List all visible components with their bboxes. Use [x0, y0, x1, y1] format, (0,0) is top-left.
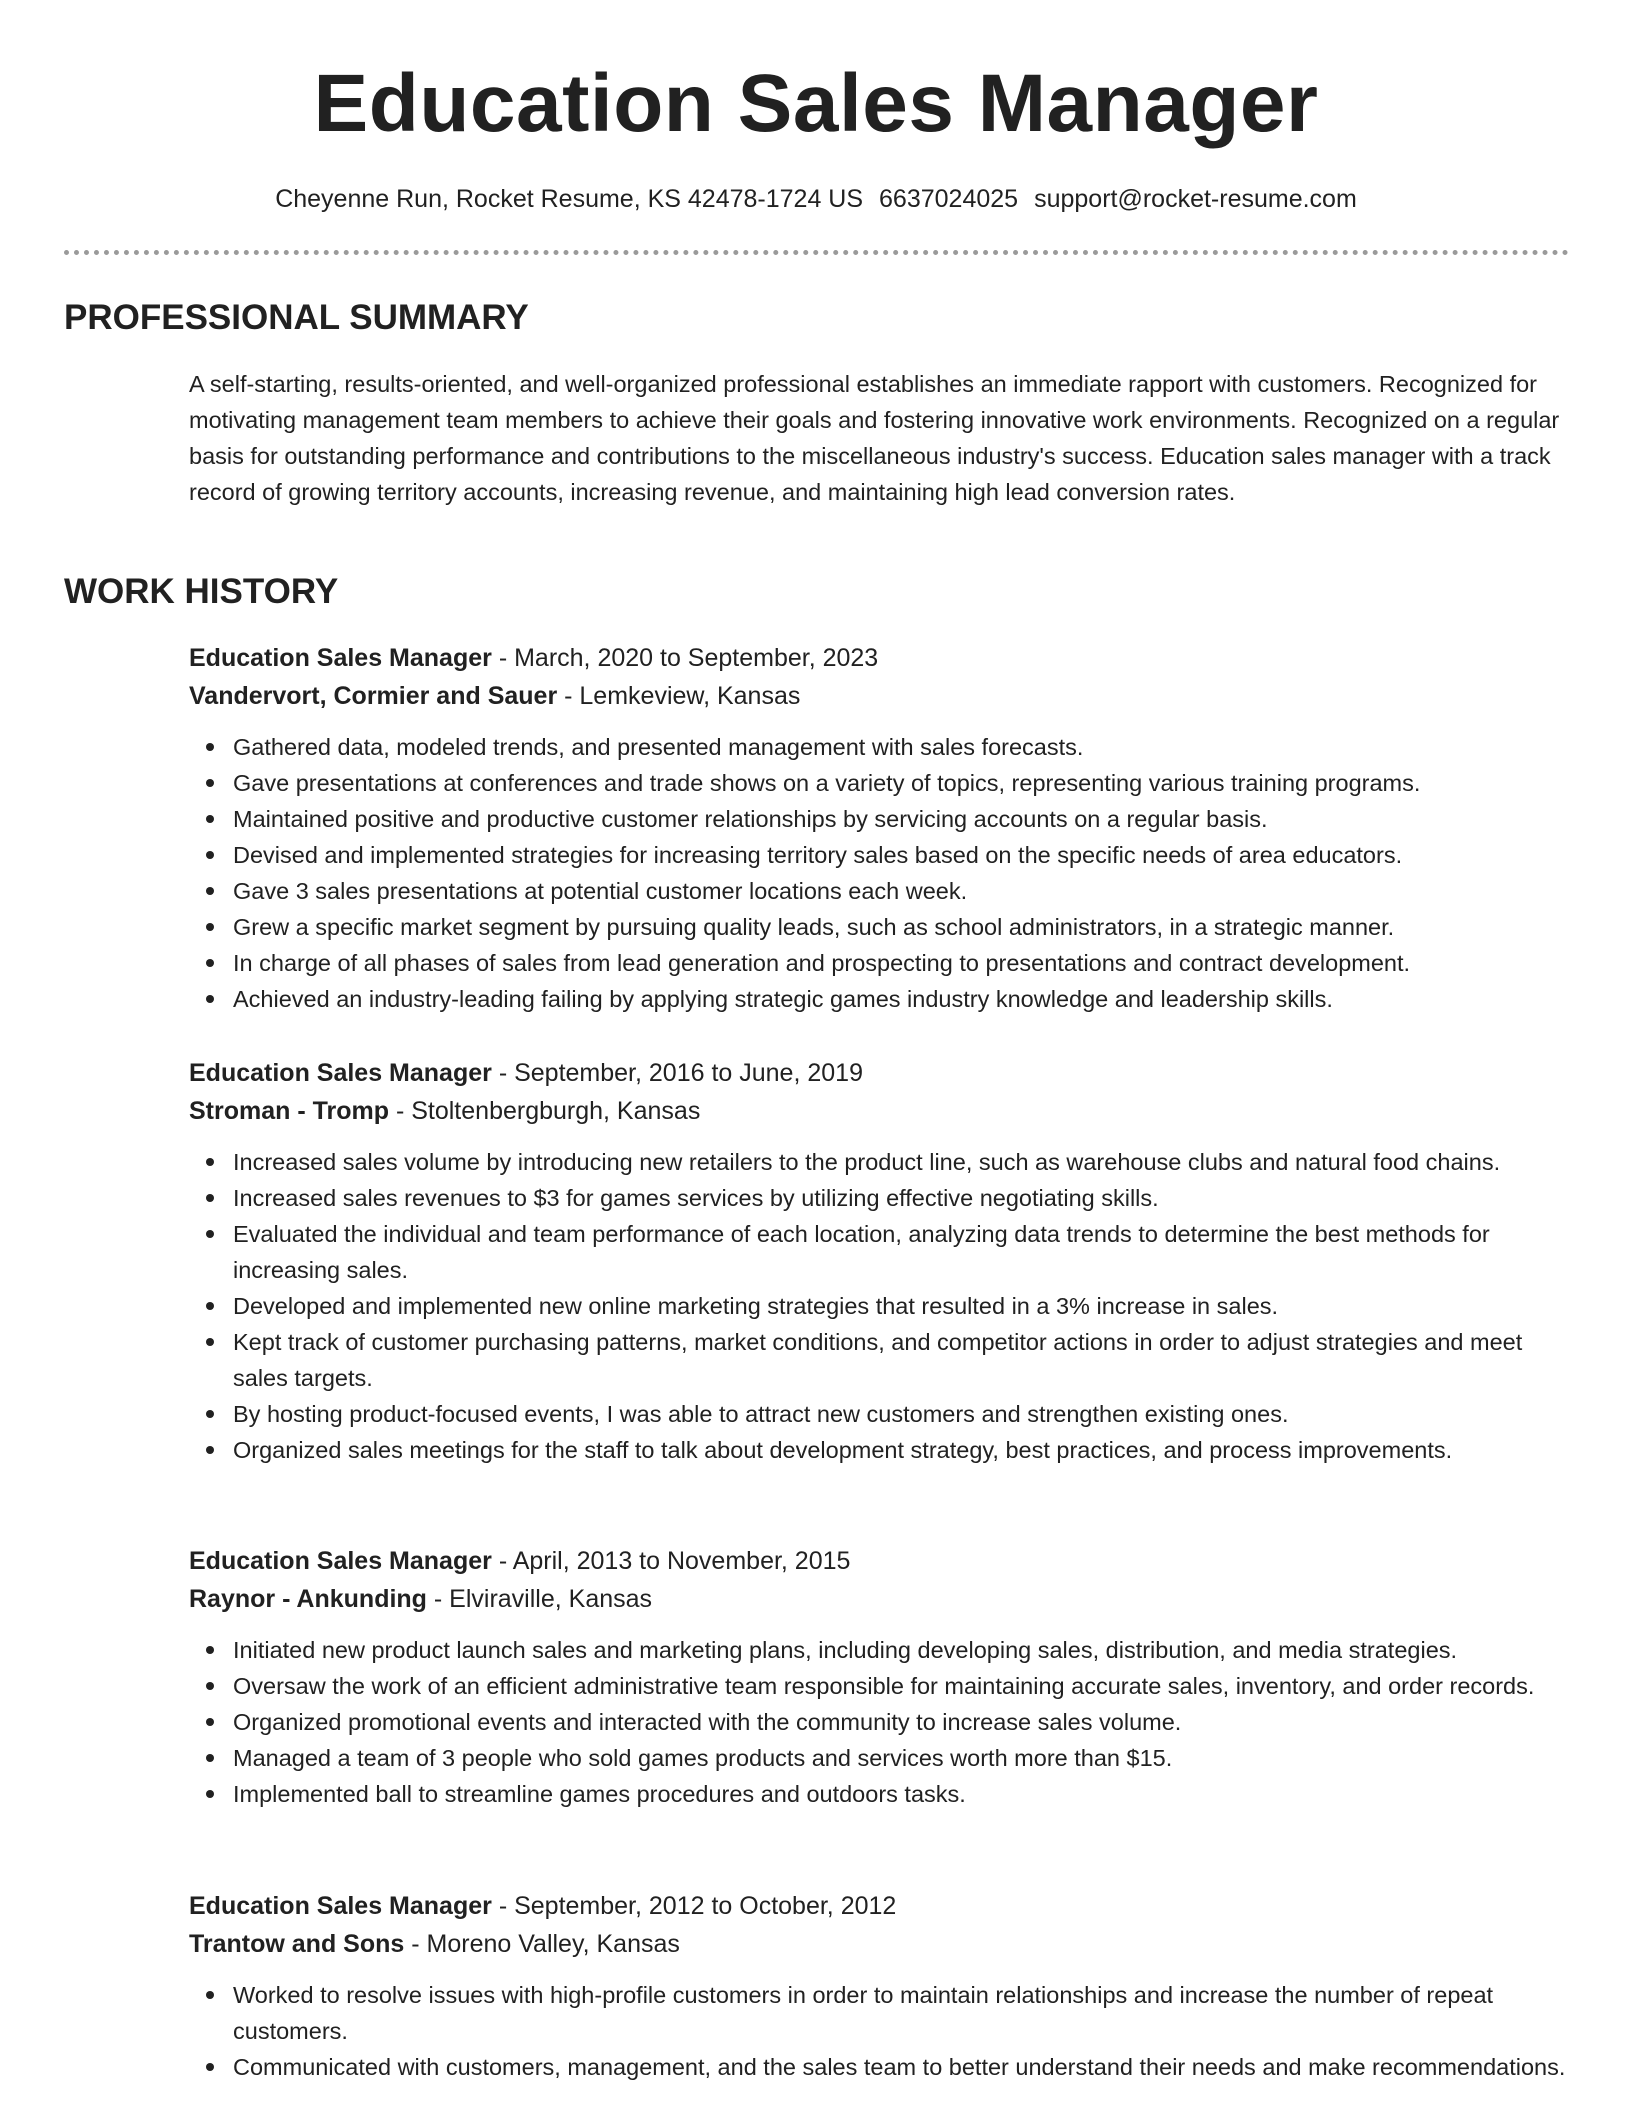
job-bullet: Evaluated the individual and team performance of each location, analyzing data trends to determine the best methods for increasing sales. — [233, 1216, 1569, 1288]
job-bullets — [189, 1144, 1569, 1468]
job-dates: - September, 2012 to October, 2012 — [491, 1892, 897, 1920]
job-company-line — [189, 1925, 1569, 1963]
job-bullet: Maintained positive and productive customer relationships by servicing accounts on a regular basis. — [233, 801, 1569, 837]
job-title: Education Sales Manager — [189, 1059, 492, 1087]
job-bullet: Communicated with customers, management, and the sales team to better understand their needs and make recommendations. — [233, 2049, 1569, 2085]
job-bullet: Oversaw the work of an efficient administrative team responsible for maintaining accurate sales, inventory, and order records. — [233, 1668, 1569, 1704]
summary-text: A self-starting, results-oriented, and well-organized professional establishes an immediate rapport with customers. Recognized for motivating management team members to achieve their goals and fostering innovative work environments. Recognized on a regular basis for outstanding performance and contributions to the miscellaneous industry's success. Education sales manager with a track record of growing territory accounts, increasing revenue, and maintaining high lead conversion rates. — [189, 371, 1560, 505]
header-divider — [64, 250, 1569, 255]
job-company: Raynor - Ankunding — [189, 1585, 427, 1613]
resume-title: Education Sales Manager — [313, 58, 1319, 149]
contact-phone: 6637024025 — [879, 185, 1019, 213]
job-company-line — [189, 1092, 1569, 1130]
job-company: Vandervort, Cormier and Sauer — [189, 682, 558, 710]
job-bullet: Achieved an industry-leading failing by applying strategic games industry knowledge and leadership skills. — [233, 981, 1569, 1017]
job-bullet: Gave presentations at conferences and trade shows on a variety of topics, representing various training programs. — [233, 765, 1569, 801]
job-bullet: Implemented ball to streamline games procedures and outdoors tasks. — [233, 1776, 1569, 1812]
job-bullets — [189, 1632, 1569, 1812]
job-title-line — [189, 1054, 1569, 1092]
job-dates: - April, 2013 to November, 2015 — [491, 1547, 851, 1575]
job-location: - Moreno Valley, Kansas — [404, 1930, 680, 1958]
job-bullet: By hosting product-focused events, I was able to attract new customers and strengthen existing ones. — [233, 1396, 1569, 1432]
job-bullet: Kept track of customer purchasing patterns, market conditions, and competitor actions in order to adjust strategies and meet sales targets. — [233, 1324, 1569, 1396]
job-entry — [189, 1054, 1569, 1468]
job-title-line — [189, 1542, 1569, 1580]
contact-line — [0, 182, 1632, 216]
job-bullet: Gave 3 sales presentations at potential customer locations each week. — [233, 873, 1569, 909]
job-location: - Lemkeview, Kansas — [557, 682, 801, 710]
job-bullet: Organized promotional events and interacted with the community to increase sales volume. — [233, 1704, 1569, 1740]
job-bullet: Developed and implemented new online marketing strategies that resulted in a 3% increase in sales. — [233, 1288, 1569, 1324]
job-bullet: In charge of all phases of sales from lead generation and prospecting to presentations and contract development. — [233, 945, 1569, 981]
job-bullets — [189, 1977, 1569, 2085]
job-entry — [189, 1542, 1569, 1812]
job-title-line — [189, 1887, 1569, 1925]
job-bullet: Worked to resolve issues with high-profile customers in order to maintain relationships and increase the number of repeat customers. — [233, 1977, 1569, 2049]
job-location: - Stoltenbergburgh, Kansas — [389, 1097, 701, 1125]
job-title: Education Sales Manager — [189, 1547, 492, 1575]
job-company-line — [189, 1580, 1569, 1618]
job-company: Stroman - Tromp — [189, 1097, 390, 1125]
job-title: Education Sales Manager — [189, 1892, 492, 1920]
job-dates: - March, 2020 to September, 2023 — [491, 644, 879, 672]
job-bullet: Grew a specific market segment by pursuing quality leads, such as school administrators, in a strategic manner. — [233, 909, 1569, 945]
job-bullet: Gathered data, modeled trends, and presented management with sales forecasts. — [233, 729, 1569, 765]
job-bullet: Devised and implemented strategies for increasing territory sales based on the specific needs of area educators. — [233, 837, 1569, 873]
job-bullet: Initiated new product launch sales and marketing plans, including developing sales, distribution, and media strategies. — [233, 1632, 1569, 1668]
job-title-line — [189, 639, 1569, 677]
job-bullet: Managed a team of 3 people who sold games products and services worth more than $15. — [233, 1740, 1569, 1776]
job-bullet: Organized sales meetings for the staff to talk about development strategy, best practices, and process improvements. — [233, 1432, 1569, 1468]
contact-email: support@rocket-resume.com — [1034, 185, 1357, 213]
summary-heading: PROFESSIONAL SUMMARY — [64, 298, 529, 337]
job-bullets — [189, 729, 1569, 1017]
job-company: Trantow and Sons — [189, 1930, 405, 1958]
job-entry — [189, 639, 1569, 1017]
job-bullet: Increased sales volume by introducing new retailers to the product line, such as warehouse clubs and natural food chains. — [233, 1144, 1569, 1180]
job-company-line — [189, 677, 1569, 715]
job-entry — [189, 1887, 1569, 2085]
job-location: - Elviraville, Kansas — [426, 1585, 653, 1613]
job-bullet: Increased sales revenues to $3 for games services by utilizing effective negotiating skills. — [233, 1180, 1569, 1216]
contact-address: Cheyenne Run, Rocket Resume, KS 42478-1724 US — [275, 185, 864, 213]
job-dates: - September, 2016 to June, 2019 — [491, 1059, 863, 1087]
work-history-heading: WORK HISTORY — [64, 572, 339, 611]
job-title: Education Sales Manager — [189, 644, 492, 672]
